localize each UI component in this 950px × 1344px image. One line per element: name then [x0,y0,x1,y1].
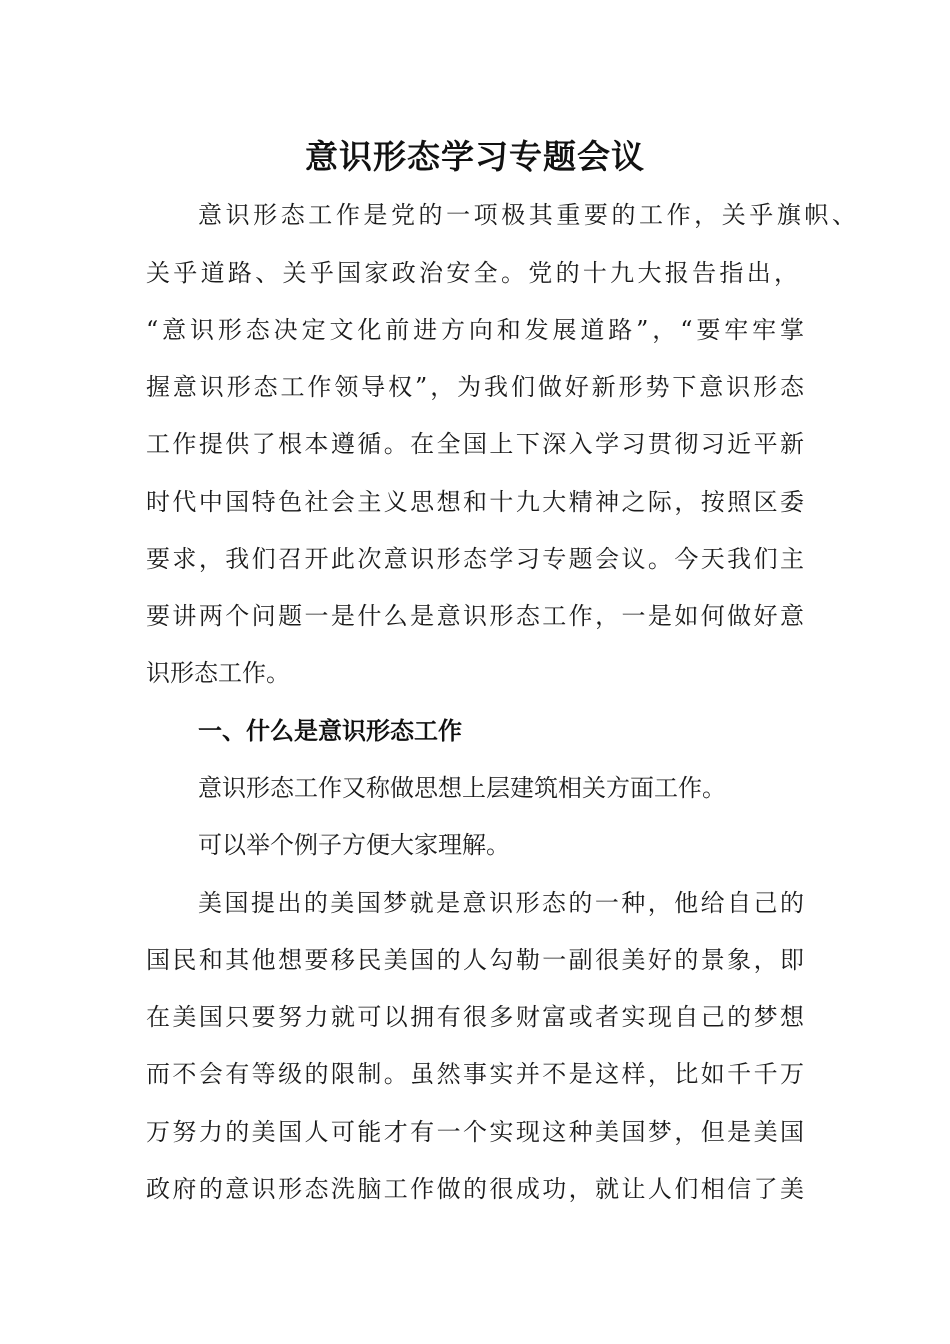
body-line: 在美国只要努力就可以拥有很多财富或者实现自己的梦想 [146,1003,804,1031]
body-line: 国民和其他想要移民美国的人勾勒一副很美好的景象，即 [146,946,804,974]
body-line: 意识形态工作又称做思想上层建筑相关方面工作。 [198,774,726,802]
body-line: 而不会有等级的限制。虽然事实并不是这样，比如千千万 [146,1060,804,1088]
body-line: 要求，我们召开此次意识形态学习专题会议。今天我们主 [146,545,804,573]
body-line: 要讲两个问题一是什么是意识形态工作，一是如何做好意 [146,602,804,630]
document-title: 意识形态学习专题会议 [305,137,645,176]
body-line: “意识形态决定文化前进方向和发展道路”，“要牢牢掌 [146,316,804,344]
body-line: 美国提出的美国梦就是意识形态的一种，他给自己的 [198,889,804,917]
body-line: 工作提供了根本遵循。在全国上下深入学习贯彻习近平新 [146,430,804,458]
body-line: 万努力的美国人可能才有一个实现这种美国梦，但是美国 [146,1118,804,1146]
body-line: 可以举个例子方便大家理解。 [198,831,510,859]
body-line: 握意识形态工作领导权”，为我们做好新形势下意识形态 [146,373,804,401]
body-line: 政府的意识形态洗脑工作做的很成功，就让人们相信了美 [146,1175,804,1203]
body-line: 意识形态工作是党的一项极其重要的工作，关乎旗帜、 [198,201,856,229]
body-line: 关乎道路、关乎国家政治安全。党的十九大报告指出， [146,259,798,287]
body-line: 识形态工作。 [146,659,290,687]
section-heading: 一、什么是意识形态工作 [198,717,462,745]
body-line: 时代中国特色社会主义思想和十九大精神之际，按照区委 [146,488,804,516]
